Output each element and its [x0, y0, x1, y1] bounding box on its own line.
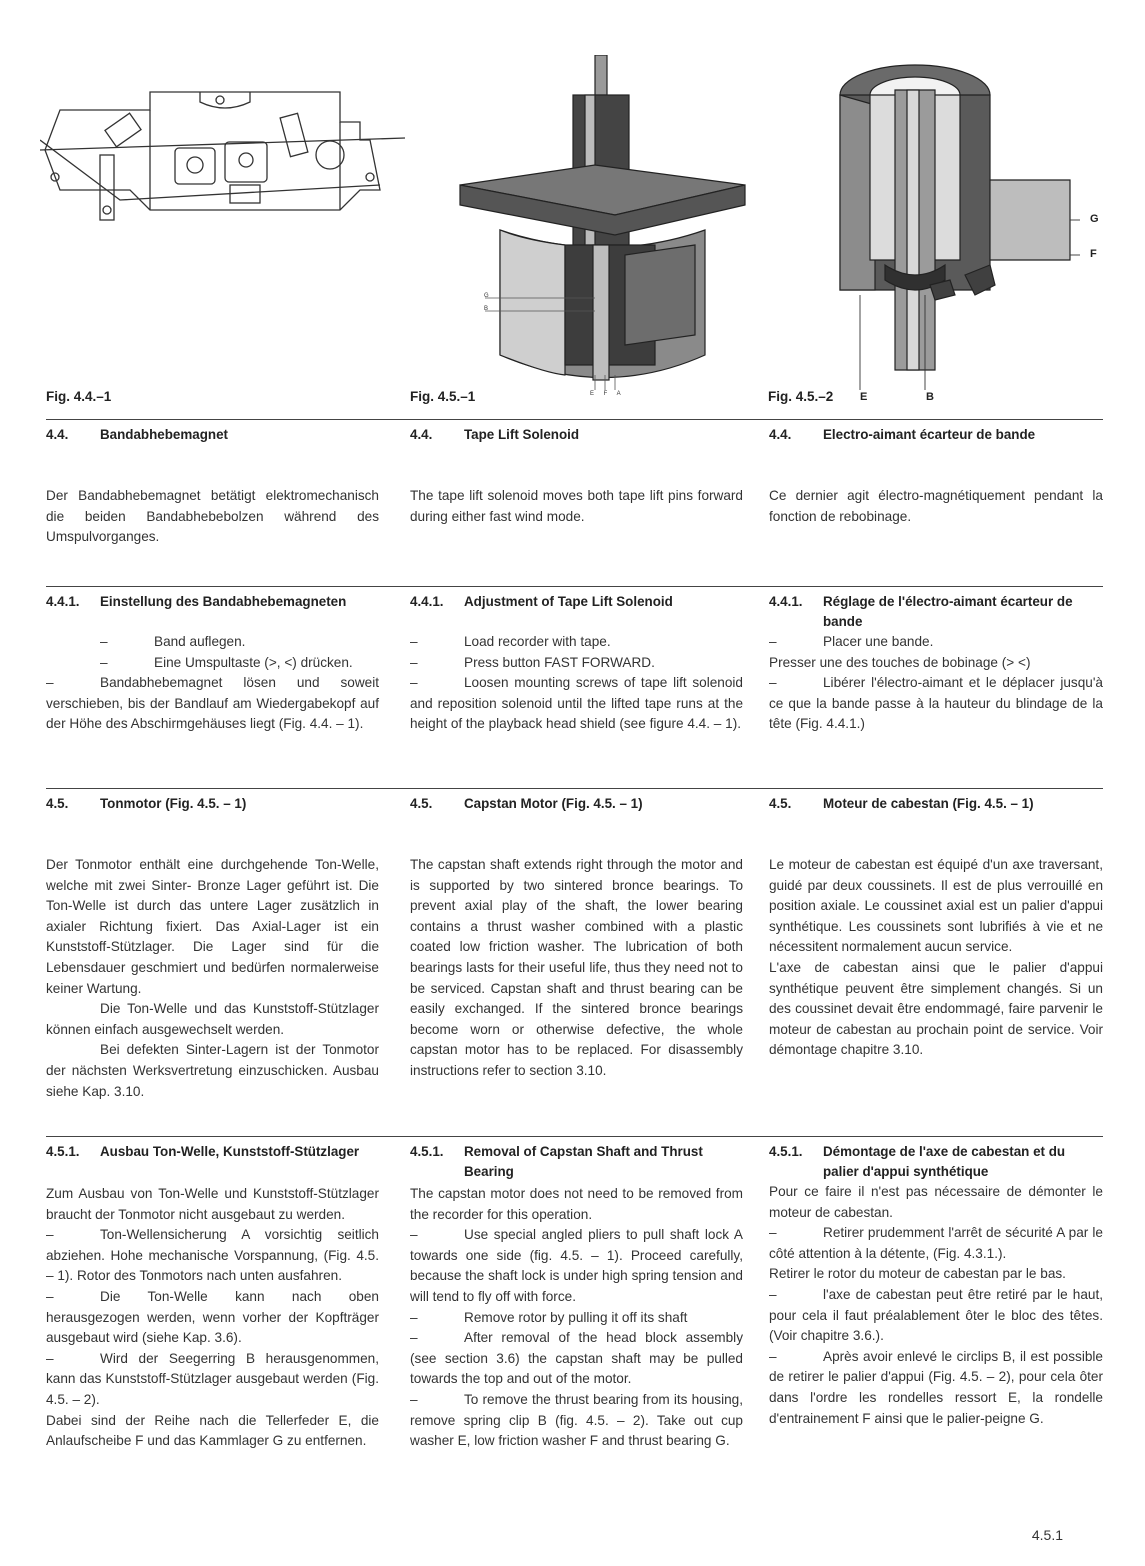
step: – Retirer prudemment l'arrêt de sécurité A par le côté attention à la détente, (Fig. 4.3.1.).	[769, 1225, 1103, 1261]
step: – Load recorder with tape.	[410, 634, 611, 649]
column-german-4-5	[46, 794, 379, 1102]
paragraph: Dabei sind der Reihe nach die Tellerfeder E, die Anlaufscheibe F und das Kammlager G zu entfernen.	[46, 1412, 379, 1449]
step: Presser une des touches de bobinage (> <)	[769, 654, 1031, 670]
text-4-4: Ce dernier agit électro-magnétiquement pendant la fonction de rebobinage.	[769, 488, 1103, 524]
text-4-4: The tape lift solenoid moves both tape lift pins forward during either fast wind mode.	[410, 488, 743, 524]
step: Retirer le rotor du moteur de cabestan par le bas.	[769, 1266, 1066, 1282]
step: – Use special angled pliers to pull shaft lock A towards one side (fig. 4.5. – 1). Proceed carefully, because the shaft lock is under high spring tension and will tend to fly off with force.	[410, 1227, 743, 1304]
column-english-4-5	[410, 794, 743, 1082]
fig-4-5-1-label-efa: E F A	[590, 391, 622, 397]
paragraph: L'axe de cabestan ainsi que le palier d'appui synthétique peuvent être simplement changés. Si un des coussinet devait être endommagé, faire parvenir le moteur de cabestan au prochain point de service. Voir démontage chapitre 3.10.	[769, 959, 1103, 1058]
figure-4-4-1	[40, 80, 405, 250]
fig-4-5-2-label-e: E	[860, 391, 868, 403]
step: – Ton-Wellensicherung A vorsichtig seitlich abziehen. Hohe mechanische Vorspannung, (Fig. 4.5. – 1). Rotor des Tonmotors nach unten ausfahren.	[46, 1227, 379, 1284]
fig-4-5-1-caption: Fig. 4.5.–1	[410, 389, 476, 404]
step: – Press button FAST FORWARD.	[410, 654, 655, 670]
heading-4-4-1: 4.4.1. Adjustment of Tape Lift Solenoid	[410, 594, 673, 609]
fig-4-5-1-label-b: B	[484, 306, 490, 312]
fig-4-4-1-caption: Fig. 4.4.–1	[46, 389, 112, 404]
heading-4-5: 4.5. Moteur de cabestan (Fig. 4.5. – 1)	[769, 796, 1034, 811]
fig-4-5-1-label-g: G	[484, 293, 490, 299]
step: – Placer une bande.	[769, 634, 934, 649]
text-4-4: Der Bandabhebemagnet betätigt elektromechanisch die beiden Bandabhebebolzen während des Umspulvorganges.	[46, 488, 379, 545]
section-rule-4-5-1	[46, 1136, 1103, 1137]
paragraph: The capstan motor does not need to be removed from the recorder for this operation.	[410, 1186, 743, 1222]
heading-4-4: 4.4. Tape Lift Solenoid	[410, 427, 580, 442]
heading-4-5: 4.5. Capstan Motor (Fig. 4.5. – 1)	[410, 796, 643, 811]
column-german-4-5-1	[46, 1142, 379, 1452]
section-rule-4-4	[46, 419, 1103, 420]
heading-4-4: 4.4. Bandabhebemagnet	[46, 427, 228, 442]
column-english-4-5-1	[410, 1142, 743, 1452]
step: – After removal of the head block assembly (see section 3.6) the capstan shaft may be pulled towards the top and out of the motor.	[410, 1330, 743, 1387]
column-french-4-5	[769, 794, 1103, 1061]
step: – Libérer l'électro-aimant et le déplacer jusqu'à ce que la bande passe à la hauteur du blindage de la tête (Fig. 4.4.1.)	[769, 675, 1103, 732]
step: – Die Ton-Welle kann nach oben herausgezogen werden, wenn vorher der Kopfträger ausgebaut wird (siehe Kap. 3.6).	[46, 1288, 379, 1346]
column-english	[410, 425, 743, 527]
heading-4-4-1: 4.4.1. Réglage de l'électro-aimant écarteur de bande	[769, 594, 1073, 629]
step: – Bandabhebemagnet lösen und soweit verschieben, bis der Bandlauf am Wiedergabekopf auf der Höhe des Abschirmgehäuses liegt (Fig. 4.4. – 1).	[46, 675, 379, 732]
column-french-4-4-1	[769, 592, 1103, 735]
step: – Eine Umspultaste (>, <) drücken.	[100, 654, 353, 670]
fig-4-5-2-label-f: F	[1090, 248, 1097, 260]
step: – l'axe de cabestan peut être retiré par le haut, pour cela il faut préalablement ôter le bloc des têtes. (Voir chapitre 3.6.).	[769, 1286, 1103, 1344]
step: – Après avoir enlevé le circlips B, il est possible de retirer le palier d'appui (Fig. 4.5. – 2), pour cela ôter dans l'ordre les rondelles ressort E, la rondelle d'entrainement F ainsi que le palier-peigne G.	[769, 1348, 1103, 1426]
paragraph: Le moteur de cabestan est équipé d'un axe traversant, guidé par deux coussinets. Il est de plus verrouillé en position axiale. Le coussinet axial est un palier d'appui synthétique. Les coussinets sont lubrifiés à vie et ne nécessitent normalement aucun service.	[769, 857, 1103, 955]
heading-4-5-1: 4.5.1. Ausbau Ton-Welle, Kunststoff-Stützlager	[46, 1144, 360, 1159]
page-number: 4.5.1	[1031, 1527, 1063, 1543]
heading-4-4-1: 4.4.1. Einstellung des Bandabhebemagneten	[46, 594, 347, 609]
figure-4-5-2	[815, 60, 1080, 395]
step: – Loosen mounting screws of tape lift solenoid and reposition solenoid until the lifted tape runs at the height of the playback head shield (see figure 4.4. – 1).	[410, 675, 743, 732]
heading-4-5-1: 4.5.1. Removal of Capstan Shaft and Thrust Bearing	[410, 1144, 703, 1179]
column-german	[46, 425, 379, 548]
heading-4-4: 4.4. Electro-aimant écarteur de bande	[769, 427, 1036, 442]
figure-4-5-1	[455, 55, 755, 390]
paragraph: Der Tonmotor enthält eine durchgehende Ton-Welle, welche mit zwei Sinter- Bronze Lager geführt ist. Die Ton-Welle ist durch das untere Lager zusätzlich in axialer Richtung fixiert. Das Axial-Lager ist ein Kunststoff-Stützlager. Die Lager sind für die Lebensdauer geschmiert und bedürfen normalerweise keiner Wartung.	[46, 857, 379, 996]
paragraph: The capstan shaft extends right through the motor and is supported by two sintered bronce bearings. To prevent axial play of the shaft, the lower bearing contains a thrust washer combined with a plastic coated low friction washer. The lubrication of both bearings lasts for their useful life, thus they need not to be serviced. Capstan shaft and thrust bearing can be easily exchanged. If the sintered bronce bearings become worn or otherwise defective, the whole capstan motor has to be replaced. For disassembly instructions refer to section 3.10.	[410, 857, 743, 1078]
step: – Remove rotor by pulling it off its shaft	[410, 1309, 688, 1325]
paragraph: Pour ce faire il n'est pas nécessaire de démonter le moteur de cabestan.	[769, 1184, 1103, 1220]
fig-4-5-2-label-g: G	[1090, 213, 1099, 225]
fig-4-5-2-label-b: B	[926, 391, 934, 403]
heading-4-5: 4.5. Tonmotor (Fig. 4.5. – 1)	[46, 796, 247, 811]
paragraph: Zum Ausbau von Ton-Welle und Kunststoff-Stützlager braucht der Tonmotor nicht ausgebaut zu werden.	[46, 1186, 379, 1222]
heading-4-5-1: 4.5.1. Démontage de l'axe de cabestan et du palier d'appui synthétique	[769, 1144, 1066, 1179]
paragraph: Die Ton-Welle und das Kunststoff-Stützlager können einfach ausgewechselt werden.	[46, 1001, 379, 1037]
section-rule-4-4-1	[46, 586, 1103, 587]
section-rule-4-5	[46, 788, 1103, 789]
column-french-4-5-1	[769, 1142, 1103, 1429]
step: – Band auflegen.	[100, 634, 246, 649]
column-french	[769, 425, 1103, 527]
column-english-4-4-1	[410, 592, 743, 735]
paragraph: Bei defekten Sinter-Lagern ist der Tonmotor der nächsten Werksvertretung einzuschicken. Ausbau siehe Kap. 3.10.	[46, 1042, 379, 1099]
fig-4-5-2-caption: Fig. 4.5.–2	[768, 389, 834, 404]
step: – To remove the thrust bearing from its housing, remove spring clip B (fig. 4.5. – 2). Take out cup washer E, low friction washer F and thrust bearing G.	[410, 1391, 743, 1449]
column-german-4-4-1	[46, 592, 379, 735]
step: – Wird der Seegerring B herausgenommen, kann das Kunststoff-Stützlager ausgebaut werden (Fig. 4.5. – 2).	[46, 1350, 379, 1407]
